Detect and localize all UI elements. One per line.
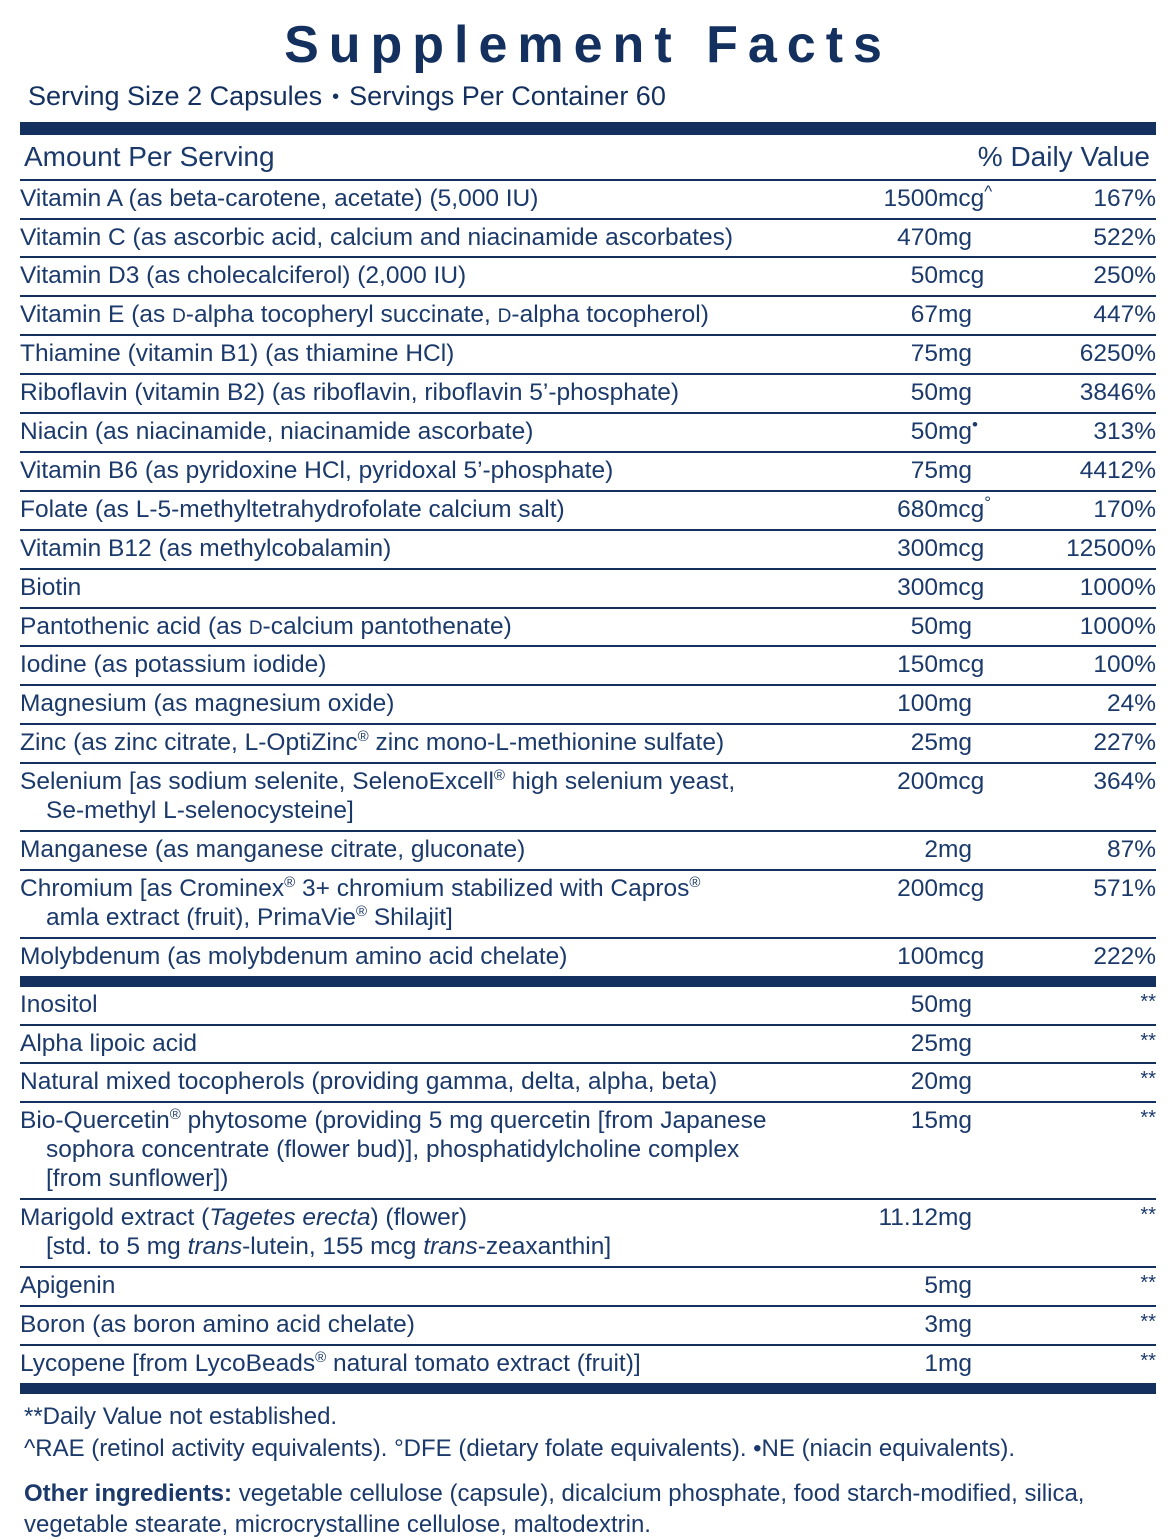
nutrient-dv: 87% bbox=[1016, 831, 1156, 870]
nutrient-dv: 24% bbox=[1016, 685, 1156, 724]
nutrient-unit: mg bbox=[938, 831, 1016, 870]
nutrient-dv: 227% bbox=[1016, 724, 1156, 763]
nutrient-amount: 300 bbox=[788, 530, 938, 569]
nutrient-unit: mg bbox=[938, 296, 1016, 335]
nutrient-dv: 4412% bbox=[1016, 452, 1156, 491]
nutrient-unit: mcg bbox=[938, 870, 1016, 938]
nutrient-dv: ** bbox=[1016, 1267, 1156, 1306]
nutrient-name: Apigenin bbox=[20, 1267, 788, 1306]
table-row bbox=[20, 1267, 1156, 1306]
footnotes bbox=[20, 1394, 1156, 1464]
nutrient-name: Iodine (as potassium iodide) bbox=[20, 646, 788, 685]
nutrient-amount: 1500 bbox=[788, 181, 938, 219]
nutrient-unit: mcg bbox=[938, 530, 1016, 569]
nutrient-unit: mg bbox=[938, 335, 1016, 374]
table-row bbox=[20, 452, 1156, 491]
nutrient-amount: 20 bbox=[788, 1063, 938, 1102]
nutrient-amount: 67 bbox=[788, 296, 938, 335]
nutrient-unit: mcg° bbox=[938, 491, 1016, 530]
nutrient-dv: 167% bbox=[1016, 181, 1156, 219]
nutrient-amount: 680 bbox=[788, 491, 938, 530]
nutrient-dv: ** bbox=[1016, 1199, 1156, 1267]
amount-per-serving-header: Amount Per Serving bbox=[24, 140, 275, 172]
nutrient-dv: 1000% bbox=[1016, 569, 1156, 608]
nutrient-amount: 25 bbox=[788, 724, 938, 763]
nutrient-amount: 200 bbox=[788, 870, 938, 938]
table-row bbox=[20, 724, 1156, 763]
table-row bbox=[20, 608, 1156, 647]
nutrient-dv: ** bbox=[1016, 1306, 1156, 1345]
table-row bbox=[20, 870, 1156, 938]
nutrient-unit: mcg bbox=[938, 257, 1016, 296]
nutrient-unit: mg bbox=[938, 374, 1016, 413]
nutrient-name: Inositol bbox=[20, 987, 788, 1025]
table-row bbox=[20, 1025, 1156, 1064]
table-row bbox=[20, 685, 1156, 724]
nutrient-unit: mg bbox=[938, 1267, 1016, 1306]
nutrient-dv: 170% bbox=[1016, 491, 1156, 530]
nutrient-amount: 50 bbox=[788, 257, 938, 296]
table-row bbox=[20, 374, 1156, 413]
table-row bbox=[20, 987, 1156, 1025]
nutrient-amount: 5 bbox=[788, 1267, 938, 1306]
nutrient-unit: mg bbox=[938, 452, 1016, 491]
nutrient-unit: mg bbox=[938, 724, 1016, 763]
nutrient-dv: ** bbox=[1016, 1102, 1156, 1199]
footnote-equivalents: ^RAE (retinol activity equivalents). °DFE (dietary folate equivalents). •NE (niacin equivalents). bbox=[24, 1434, 1016, 1462]
table-row bbox=[20, 569, 1156, 608]
table-row bbox=[20, 413, 1156, 452]
nutrient-unit: mg bbox=[938, 1349, 973, 1377]
table-row bbox=[20, 646, 1156, 685]
nutrient-amount: 1 bbox=[924, 1349, 938, 1377]
nutrient-name: Manganese (as manganese citrate, gluconate) bbox=[20, 831, 788, 870]
bottom-divider-bar bbox=[20, 1383, 1156, 1394]
nutrient-name: Selenium [as sodium selenite, SelenoExcell® high selenium yeast, Se-methyl L-selenocysteine] bbox=[20, 763, 788, 831]
nutrient-unit: mg bbox=[938, 1199, 1016, 1267]
serving-separator: • bbox=[332, 85, 340, 108]
nutrient-unit: mcg^ bbox=[938, 181, 1016, 219]
footnote-daily-value: **Daily Value not established. bbox=[24, 1402, 338, 1430]
nutrient-unit: mcg bbox=[938, 569, 1016, 608]
nutrient-unit: mg bbox=[938, 219, 1016, 258]
nutrient-name: Boron (as boron amino acid chelate) bbox=[20, 1306, 788, 1345]
nutrient-amount: 100 bbox=[897, 942, 938, 970]
table-row bbox=[20, 1306, 1156, 1345]
nutrient-dv: 313% bbox=[1016, 413, 1156, 452]
nutrient-dv: 222% bbox=[1093, 942, 1156, 970]
table-row bbox=[20, 763, 1156, 831]
serving-size: Serving Size 2 Capsules bbox=[28, 80, 323, 111]
table-row bbox=[20, 1199, 1156, 1267]
table-header bbox=[20, 135, 1156, 179]
nutrient-name: Bio-Quercetin® phytosome (providing 5 mg quercetin [from Japanese sophora concentrate (flower bud)], phosphatidylcholine complex [from sunflower]) bbox=[20, 1102, 788, 1199]
nutrient-dv: ** bbox=[1016, 1063, 1156, 1102]
nutrient-name: Vitamin D3 (as cholecalciferol) (2,000 IU) bbox=[20, 257, 788, 296]
nutrient-name: Niacin (as niacinamide, niacinamide ascorbate) bbox=[20, 413, 788, 452]
table-row bbox=[20, 1063, 1156, 1102]
servings-per-container: Servings Per Container 60 bbox=[349, 80, 666, 111]
nutrient-unit: mg bbox=[938, 987, 1016, 1025]
other-ingredients-text: vegetable cellulose (capsule), dicalcium phosphate, food starch-modified, silica, vegetable stearate, microcrystalline cellulose, maltodextrin. bbox=[24, 1479, 1085, 1538]
table-row bbox=[20, 257, 1156, 296]
table-row bbox=[20, 530, 1156, 569]
nutrient-dv: 100% bbox=[1016, 646, 1156, 685]
nutrient-amount: 200 bbox=[788, 763, 938, 831]
other-nutrients-table bbox=[20, 987, 1156, 1383]
nutrient-unit: mg bbox=[938, 1306, 1016, 1345]
table-row bbox=[20, 219, 1156, 258]
nutrient-name: Pantothenic acid (as D-calcium pantothenate) bbox=[20, 608, 788, 647]
nutrient-dv: ** bbox=[1016, 1025, 1156, 1064]
table-row bbox=[20, 1345, 1156, 1383]
nutrient-dv: ** bbox=[1016, 987, 1156, 1025]
nutrient-amount: 15 bbox=[788, 1102, 938, 1199]
other-ingredients bbox=[20, 1464, 1156, 1540]
nutrient-amount: 50 bbox=[788, 374, 938, 413]
table-row bbox=[20, 831, 1156, 870]
nutrient-amount: 3 bbox=[788, 1306, 938, 1345]
nutrient-dv: 12500% bbox=[1016, 530, 1156, 569]
top-divider-bar bbox=[20, 122, 1156, 135]
serving-info bbox=[28, 81, 1156, 112]
nutrient-amount: 50 bbox=[788, 987, 938, 1025]
table-row bbox=[20, 1102, 1156, 1199]
nutrient-amount: 11.12 bbox=[788, 1199, 938, 1267]
other-ingredients-label: Other ingredients: bbox=[24, 1479, 233, 1507]
nutrient-name: Thiamine (vitamin B1) (as thiamine HCl) bbox=[20, 335, 788, 374]
nutrient-dv: ** bbox=[1140, 1349, 1156, 1372]
nutrient-unit: mg• bbox=[938, 413, 1016, 452]
vitamins-table bbox=[20, 181, 1156, 976]
nutrient-dv: 250% bbox=[1016, 257, 1156, 296]
nutrient-name: Lycopene [from LycoBeads® natural tomato extract (fruit)] bbox=[20, 1348, 641, 1377]
nutrient-amount: 2 bbox=[788, 831, 938, 870]
nutrient-dv: 3846% bbox=[1016, 374, 1156, 413]
nutrient-unit: mg bbox=[938, 1025, 1016, 1064]
nutrient-name: Chromium [as Crominex® 3+ chromium stabilized with Capros® amla extract (fruit), PrimaVie® Shilajit] bbox=[20, 870, 788, 938]
nutrient-amount: 150 bbox=[788, 646, 938, 685]
table-row bbox=[20, 335, 1156, 374]
nutrient-name: Vitamin C (as ascorbic acid, calcium and niacinamide ascorbates) bbox=[20, 219, 788, 258]
nutrient-name: Riboflavin (vitamin B2) (as riboflavin, riboflavin 5’-phosphate) bbox=[20, 374, 788, 413]
nutrient-name: Vitamin A (as beta-carotene, acetate) (5,000 IU) bbox=[20, 181, 788, 219]
nutrient-unit: mcg bbox=[938, 763, 1016, 831]
daily-value-header: % Daily Value bbox=[977, 140, 1150, 172]
nutrient-amount: 50 bbox=[788, 608, 938, 647]
nutrient-unit: mg bbox=[938, 608, 1016, 647]
nutrient-amount: 75 bbox=[788, 452, 938, 491]
nutrient-name: Vitamin E (as D-alpha tocopheryl succinate, D-alpha tocopherol) bbox=[20, 296, 788, 335]
nutrient-dv: 364% bbox=[1016, 763, 1156, 831]
nutrient-unit: mg bbox=[938, 685, 1016, 724]
nutrient-unit: mg bbox=[938, 1063, 1016, 1102]
nutrient-amount: 100 bbox=[788, 685, 938, 724]
nutrient-dv: 1000% bbox=[1016, 608, 1156, 647]
nutrient-name: Alpha lipoic acid bbox=[20, 1025, 788, 1064]
table-row bbox=[20, 181, 1156, 219]
nutrient-dv: 6250% bbox=[1016, 335, 1156, 374]
nutrient-unit: mcg bbox=[938, 942, 985, 970]
nutrient-unit: mcg bbox=[938, 646, 1016, 685]
nutrient-amount: 470 bbox=[788, 219, 938, 258]
nutrient-name: Folate (as L-5-methyltetrahydrofolate calcium salt) bbox=[20, 491, 788, 530]
table-row bbox=[20, 938, 1156, 976]
table-row bbox=[20, 296, 1156, 335]
nutrient-name: Marigold extract (Tagetes erecta) (flower) [std. to 5 mg trans-lutein, 155 mcg trans-zeaxanthin] bbox=[20, 1199, 788, 1267]
nutrient-name: Vitamin B6 (as pyridoxine HCl, pyridoxal 5’-phosphate) bbox=[20, 452, 788, 491]
nutrient-name: Vitamin B12 (as methylcobalamin) bbox=[20, 530, 788, 569]
nutrient-dv: 522% bbox=[1016, 219, 1156, 258]
nutrient-name: Molybdenum (as molybdenum amino acid chelate) bbox=[20, 942, 568, 970]
nutrient-amount: 75 bbox=[788, 335, 938, 374]
table-row bbox=[20, 491, 1156, 530]
mid-divider-bar bbox=[20, 976, 1156, 987]
nutrient-dv: 447% bbox=[1016, 296, 1156, 335]
nutrient-amount: 300 bbox=[788, 569, 938, 608]
nutrient-name: Magnesium (as magnesium oxide) bbox=[20, 685, 788, 724]
nutrient-name: Biotin bbox=[20, 569, 788, 608]
nutrient-unit: mg bbox=[938, 1102, 1016, 1199]
nutrient-amount: 25 bbox=[788, 1025, 938, 1064]
nutrient-amount: 50 bbox=[788, 413, 938, 452]
nutrient-dv: 571% bbox=[1016, 870, 1156, 938]
page-title: Supplement Facts bbox=[284, 16, 892, 74]
nutrient-name: Natural mixed tocopherols (providing gamma, delta, alpha, beta) bbox=[20, 1063, 788, 1102]
nutrient-name: Zinc (as zinc citrate, L-OptiZinc® zinc mono-L-methionine sulfate) bbox=[20, 724, 788, 763]
